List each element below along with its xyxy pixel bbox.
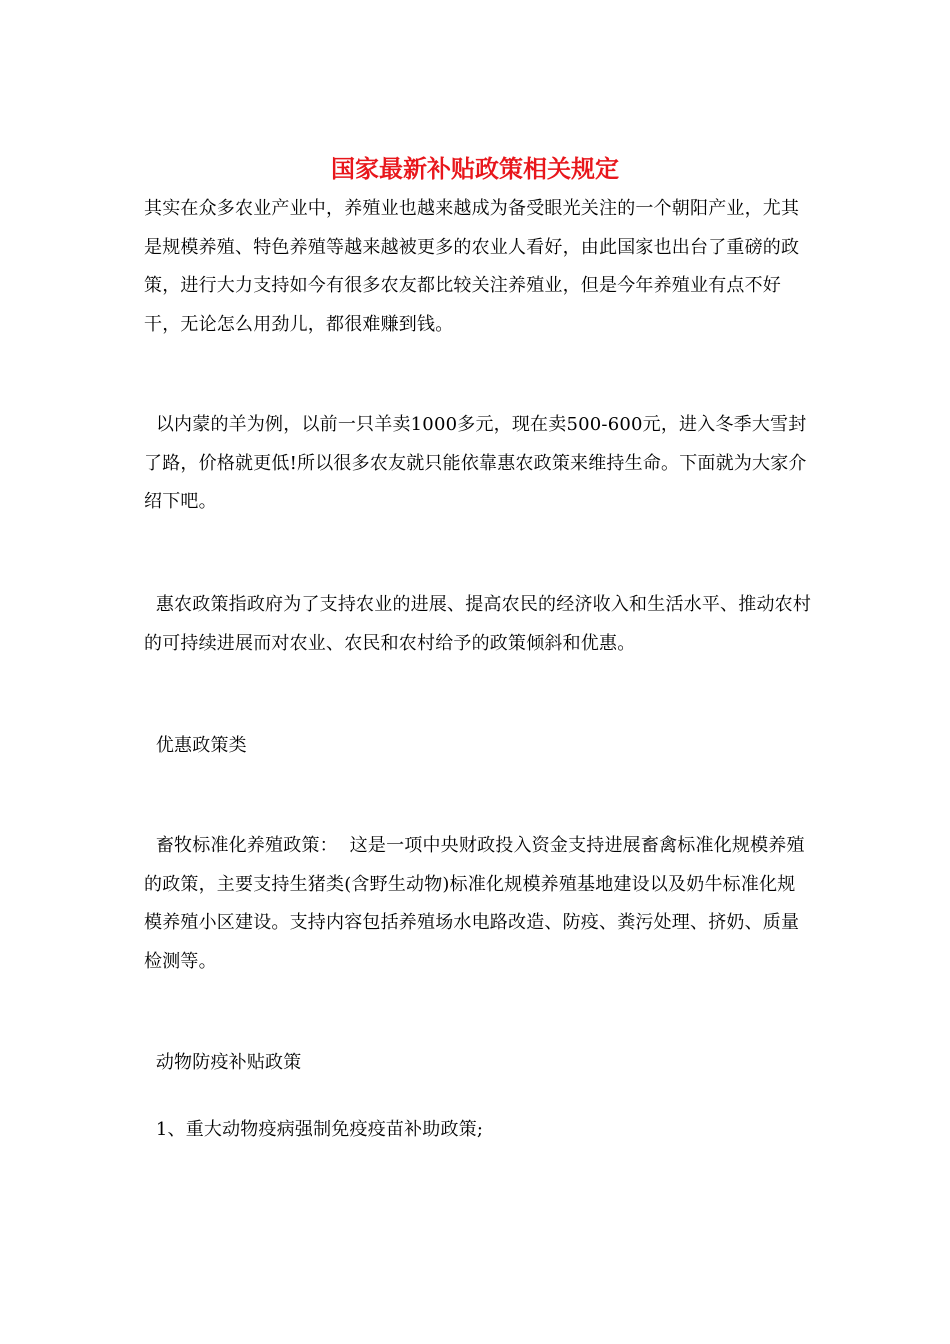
list-item-vaccine-subsidy: 1、重大动物疫病强制免疫疫苗补助政策; bbox=[144, 1119, 484, 1140]
paragraph-sheep-example: 以内蒙的羊为例，以前一只羊卖1000多元，现在卖500-600元，进入冬季大雪封了路，价格就更低!所以很多农友就只能依靠惠农政策来维持生命。下面就为大家介绍下吧。 bbox=[144, 414, 807, 512]
document-title: 国家最新补贴政策相关规定 bbox=[331, 154, 619, 183]
paragraph-intro: 其实在众多农业产业中，养殖业也越来越成为备受眼光关注的一个朝阳产业，尤其是规模养殖、特色养殖等越来越被更多的农业人看好，由此国家也出台了重磅的政策，进行大力支持如今有很多农友都比较关注养殖业，但是今年养殖业有点不好干，无论怎么用劲儿，都很难赚到钱。 bbox=[144, 198, 800, 335]
paragraph-standardized-breeding: 畜牧标准化养殖政策： 这是一项中央财政投入资金支持进展畜禽标准化规模养殖的政策，主要支持生猪类(含野生动物)标准化规模养殖基地建设以及奶牛标准化规模养殖小区建设。支持内容包括养殖场水电路改造、防疫、粪污处理、挤奶、质量检测等。 bbox=[144, 835, 805, 972]
section-heading-preferential-policies: 优惠政策类 bbox=[144, 735, 247, 756]
section-heading-epidemic-prevention: 动物防疫补贴政策 bbox=[144, 1052, 302, 1073]
paragraph-policy-definition: 惠农政策指政府为了支持农业的进展、提高农民的经济收入和生活水平、推动农村的可持续进展而对农业、农民和农村给予的政策倾斜和优惠。 bbox=[144, 594, 812, 654]
